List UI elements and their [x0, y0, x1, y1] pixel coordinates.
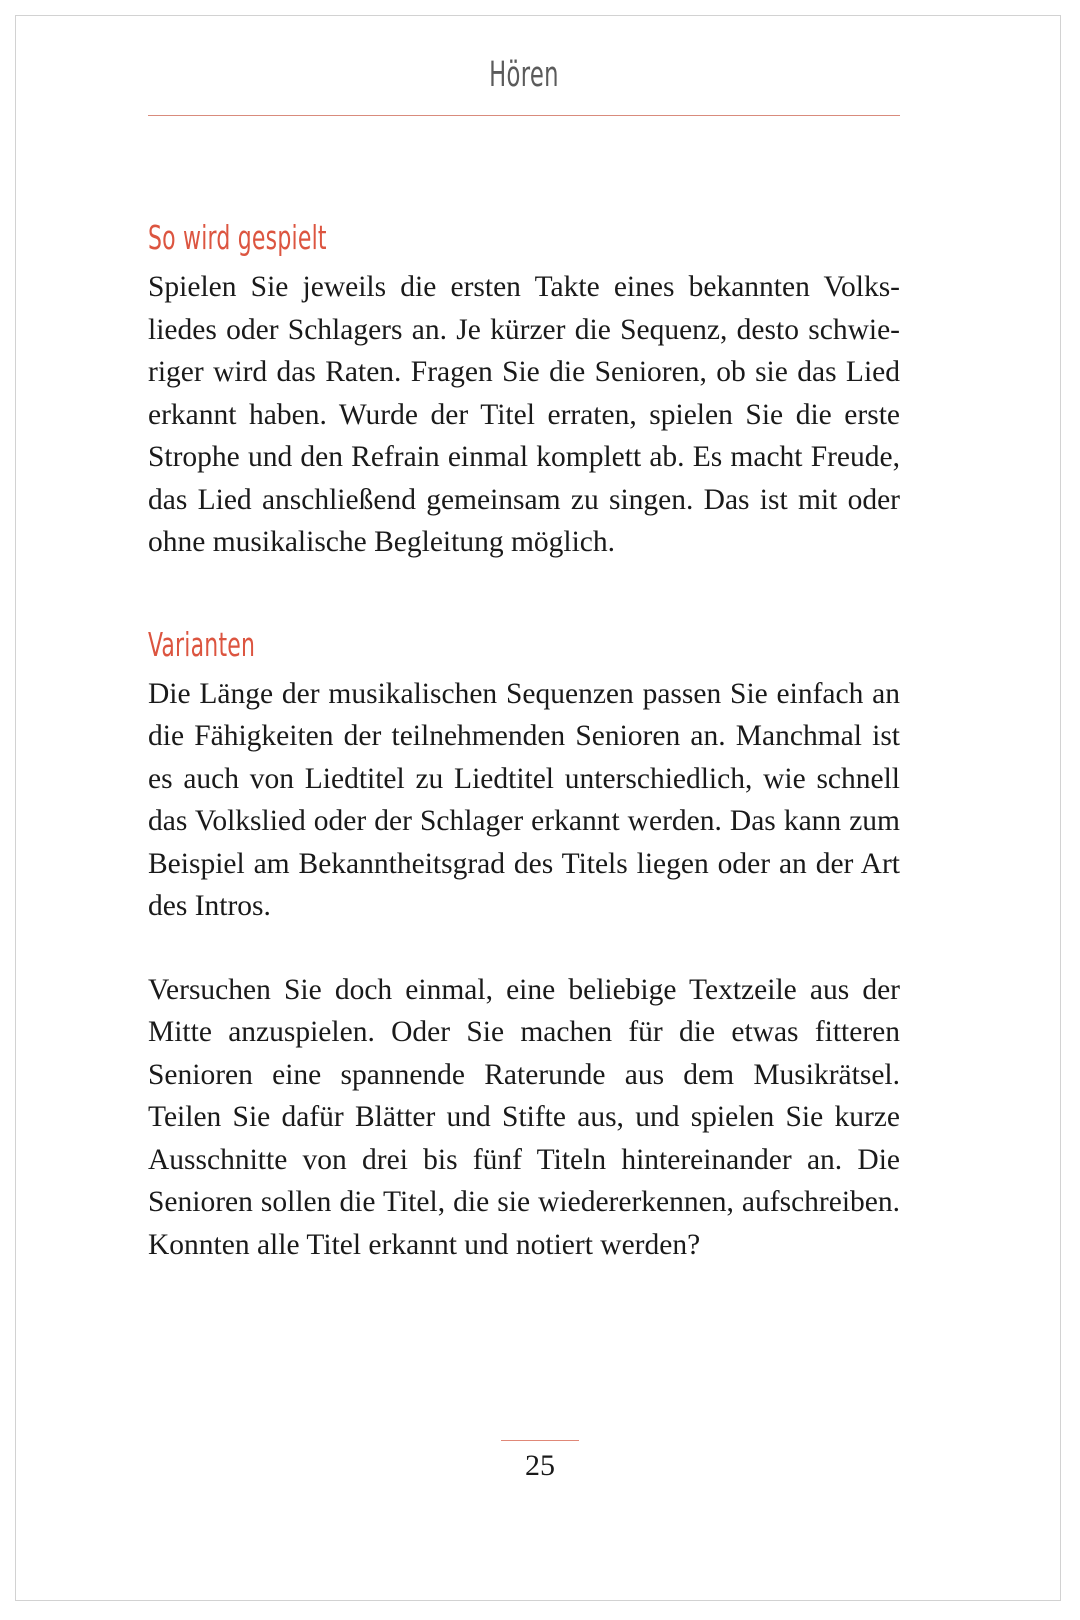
running-head-rule — [148, 115, 900, 116]
footer-rule — [501, 1440, 579, 1441]
paragraph-so-wird-gespielt-1: Spielen Sie jeweils die ersten Takte eines bekannten Volksliedes oder Schlagers an. Je kürzer die Sequenz, desto schwieriger wird das Raten. Fragen Sie die Senioren, ob sie das Lied erkannt haben. Wurde der Titel erraten, spielen Sie die erste Strophe und den Refrain einmal komplett ab. Es macht Freude, das Lied anschließend gemeinsam zu singen. Das ist mit oder ohne musikalische Begleitung möglich. — [148, 271, 900, 558]
page-footer — [0, 1440, 1080, 1481]
page-number: 25 — [525, 1449, 555, 1482]
paragraph-varianten-1: Die Länge der musikalischen Sequenzen passen Sie einfach an die Fähigkeiten der teilnehmenden Senioren an. Manchmal ist es auch von Liedtitel zu Liedtitel unterschiedlich, wie schnell das Volkslied oder der Schlager erkannt werden. Das kann zum Beispiel am Bekanntheitsgrad des Titels liegen oder an der Art des Intros. — [148, 677, 900, 922]
section-heading-so-wird-gespielt: So wird gespielt — [148, 218, 327, 257]
section-heading-varianten: Varianten — [148, 624, 256, 664]
page-content — [148, 0, 900, 1266]
running-head: Hören — [489, 55, 559, 95]
paragraph-varianten-2: Versuchen Sie doch einmal, eine beliebige Textzeile aus der Mitte anzuspielen. Oder Sie machen für die etwas fitteren Senioren eine spannende Raterunde aus dem Musikrätsel. Teilen Sie dafür Blätter und Stifte aus, und spielen Sie kurze Ausschnitte von drei bis fünf Titeln hintereinander an. Die Senioren sollen die Titel, die sie wiedererkennen, aufschreiben. Konnten alle Titel erkannt und notiert werden? — [148, 973, 900, 1261]
